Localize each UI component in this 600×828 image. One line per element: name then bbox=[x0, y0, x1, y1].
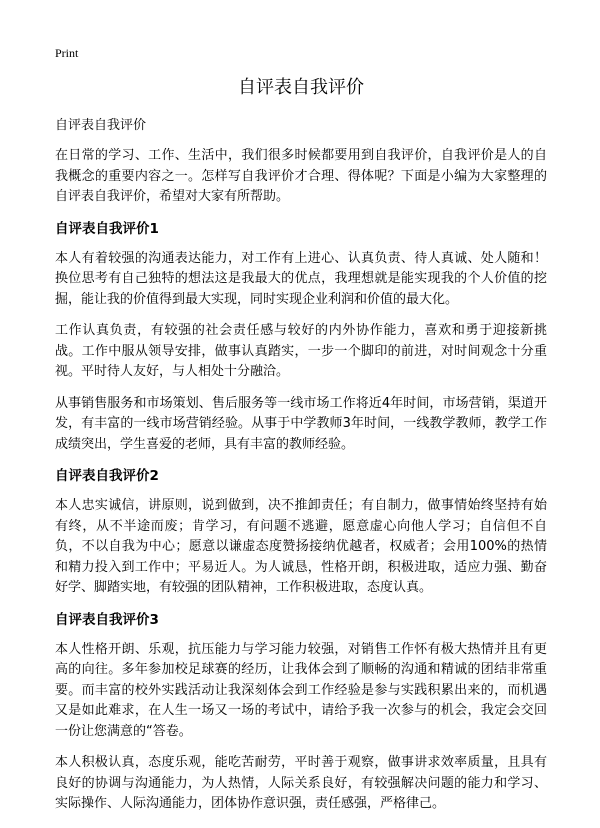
section-paragraph: 从事销售服务和市场策划、售后服务等一线市场工作将近4年时间，市场营销，渠道开发，有丰富的一线市场营销经验。从事于中学教师3年时间，一线教学教师，教学工作成绩突出，学生喜爱的老师，具有丰富的教师经验。 bbox=[55, 395, 547, 452]
print-link[interactable]: Print bbox=[55, 46, 79, 60]
section-paragraph: 本人积极认真，态度乐观，能吃苦耐劳，平时善于观察，做事讲求效率质量，且具有良好的协调与沟通能力，为人热情，人际关系良好，有较强解决问题的能力和学习、实际操作、人际沟通能力，团体协作意识强，责任感强，严格律己。 bbox=[55, 755, 547, 811]
section-1 bbox=[55, 219, 547, 456]
section-heading: 自评表自我评价1 bbox=[55, 220, 159, 237]
section-2 bbox=[55, 466, 547, 599]
document-body bbox=[55, 76, 547, 826]
intro-paragraph: 在日常的学习、工作、生活中，我们很多时候都要用到自我评价，自我评价是人的自我概念的重要内容之一。怎样写自我评价才合理、得体呢？下面是小编为大家整理的自评表自我评价，希望对大家有所帮助。 bbox=[55, 148, 547, 204]
section-3 bbox=[55, 610, 547, 815]
page-title: 自评表自我评价 bbox=[238, 77, 364, 98]
section-paragraph: 本人有着较强的沟通表达能力，对工作有上进心、认真负责、待人真诚、处人随和！换位思考有自己独特的想法这是我最大的优点，我理想就是能实现我的个人价值的挖掘，能让我的价值得到最大实现，同时实现企业利润和价值的最大化。 bbox=[55, 250, 547, 307]
section-heading: 自评表自我评价2 bbox=[55, 468, 159, 484]
document-subtitle: 自评表自我评价 bbox=[55, 118, 147, 133]
section-paragraph: 工作认真负责，有较强的社会责任感与较好的内外协作能力，喜欢和勇于迎接新挑战。工作中服从领导安排，做事认真踏实，一步一个脚印的前进，对时间观念十分重视。平时待人友好，与人相处十分融洽。 bbox=[55, 323, 547, 379]
section-paragraph: 本人性格开朗、乐观，抗压能力与学习能力较强，对销售工作怀有极大热情并且有更高的向往。多年参加校足球赛的经历，让我体会到了顺畅的沟通和精诚的团结非常重要。而丰富的校外实践活动让我深刻体会到工作经验是参与实践积累出来的，而机遇又是如此难求，在人生一场又一场的考试中，请给予我一次参与的机会，我定会交回一份让您满意的“答卷。 bbox=[55, 641, 547, 739]
section-paragraph: 本人忠实诚信，讲原则，说到做到，决不推卸责任；有自制力，做事情始终坚持有始有终，从不半途而废；肯学习，有问题不逃避，愿意虚心向他人学习；自信但不自负，不以自我为中心；愿意以谦虚态度赞扬接纳优越者，权威者；会用100%的热情和精力投入到工作中；平易近人。为人诚恳，性格开朗，积极进取，适应力强、勤奋好学、脚踏实地，有较强的团队精神，工作积极进取，态度认真。 bbox=[55, 498, 547, 595]
section-heading: 自评表自我评价3 bbox=[55, 611, 159, 628]
